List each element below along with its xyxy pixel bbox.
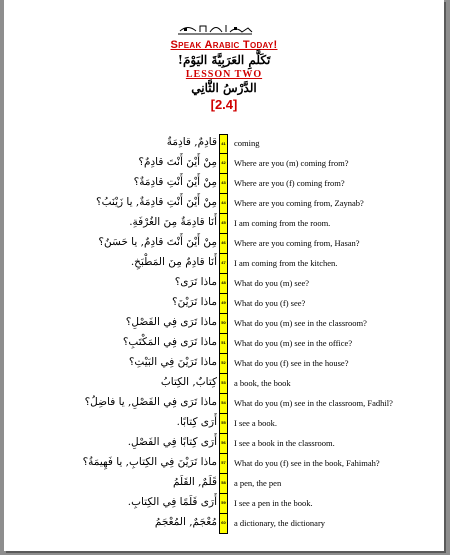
arabic-phrase: قادِمٌ, قادِمَةٌ — [166, 136, 217, 148]
arabic-phrase: ماذا تَرَى فِي المَكْتَبِ؟ — [122, 336, 217, 348]
arabic-phrase: أَرَى كِتابًا. — [176, 416, 217, 428]
list-item — [4, 514, 444, 534]
item-number: 58 — [219, 474, 228, 494]
list-item — [4, 254, 444, 274]
logo-emblem — [176, 22, 254, 37]
list-item — [4, 334, 444, 354]
list-item — [4, 134, 444, 154]
english-translation: I am coming from the room. — [234, 218, 331, 228]
title-english: Speak Arabic Today! — [170, 39, 278, 51]
item-number: 53 — [219, 374, 228, 394]
title-arabic: تَكَلَّمِ العَرَبِيَّةَ اليَوْمَ! — [177, 53, 271, 67]
english-translation: coming — [234, 138, 260, 148]
lesson-heading-english: LESSON TWO — [185, 69, 263, 80]
arabic-phrase: ماذا تَرَيْنَ فِي البَيْتِ؟ — [128, 356, 217, 368]
english-translation: I see a pen in the book. — [234, 498, 313, 508]
arabic-phrase: أَرَى كِتابًا فِي الفَصْلِ. — [127, 436, 217, 448]
english-translation: Where are you (f) coming from? — [234, 178, 345, 188]
english-translation: I see a book. — [234, 418, 277, 428]
list-item — [4, 494, 444, 514]
english-translation: I am coming from the kitchen. — [234, 258, 338, 268]
list-item — [4, 394, 444, 414]
english-translation: What do you (f) see in the house? — [234, 358, 349, 368]
item-number: 44 — [219, 194, 228, 214]
arabic-phrase: ماذا تَرَيْنَ؟ — [172, 296, 217, 308]
item-number: 50 — [219, 314, 228, 334]
lesson-heading-arabic: الدَّرْسُ الثَّانِي — [191, 81, 257, 95]
item-number: 47 — [219, 254, 228, 274]
english-translation: Where are you coming from, Zaynab? — [234, 198, 364, 208]
item-number: 49 — [219, 294, 228, 314]
list-item — [4, 454, 444, 474]
list-item — [4, 174, 444, 194]
item-number: 59 — [219, 494, 228, 514]
arabic-phrase: ماذا تَرَى فِي الفَصْلِ, يا فاضِلُ؟ — [84, 396, 217, 408]
english-translation: What do you (m) see in the classroom, Fadhil? — [234, 398, 393, 408]
arabic-phrase: ماذا تَرَى فِي الفَصْلِ؟ — [125, 316, 217, 328]
list-item — [4, 294, 444, 314]
list-item — [4, 234, 444, 254]
english-translation: Where are you (m) coming from? — [234, 158, 349, 168]
arabic-phrase: مِنْ أَيْنَ أَنْتِ قادِمَةٌ؟ — [133, 176, 217, 188]
arabic-phrase: كِتابٌ, الكِتابُ — [160, 376, 217, 388]
arabic-phrase: قَلَمٌ, القَلَمُ — [172, 476, 217, 488]
item-number: 48 — [219, 274, 228, 294]
english-translation: I see a book in the classroom. — [234, 438, 335, 448]
english-translation: a book, the book — [234, 378, 291, 388]
arabic-phrase: مُعْجَمٌ, المُعْجَمُ — [154, 516, 217, 528]
item-number: 45 — [219, 214, 228, 234]
item-number: 46 — [219, 234, 228, 254]
item-number: 55 — [219, 414, 228, 434]
list-item — [4, 214, 444, 234]
list-item — [4, 414, 444, 434]
english-translation: What do you (f) see in the book, Fahimah? — [234, 458, 380, 468]
item-number: 51 — [219, 334, 228, 354]
arabic-phrase: أَنَا قادِمَةٌ مِنَ الغُرْفَةِ. — [129, 216, 217, 228]
english-translation: a pen, the pen — [234, 478, 282, 488]
item-number: 41 — [219, 134, 228, 154]
item-number: 56 — [219, 434, 228, 454]
arabic-phrase: ماذا تَرَيْنَ فِي الكِتابِ, يا فَهِيمَةُ؟ — [82, 456, 217, 468]
item-number: 52 — [219, 354, 228, 374]
list-item — [4, 314, 444, 334]
list-item — [4, 434, 444, 454]
arabic-phrase: مِنْ أَيْنَ أَنْتَ قادِمٌ؟ — [138, 156, 217, 168]
item-number: 57 — [219, 454, 228, 474]
list-item — [4, 274, 444, 294]
arabic-phrase: ماذا تَرَى؟ — [174, 276, 217, 288]
vocabulary-list — [4, 134, 444, 534]
list-item — [4, 374, 444, 394]
list-item — [4, 154, 444, 174]
list-item — [4, 354, 444, 374]
item-number: 42 — [219, 154, 228, 174]
section-code: [2.4] — [210, 97, 238, 112]
item-number: 54 — [219, 394, 228, 414]
item-number: 43 — [219, 174, 228, 194]
arabic-phrase: أَرَى قَلَمًا فِي الكِتابِ. — [127, 496, 217, 508]
arabic-phrase: أَنَا قادِمٌ مِنَ المَطْبَخِ. — [130, 256, 217, 268]
arabic-phrase: مِنْ أَيْنَ أَنْتِ قادِمَةٌ, يا زَيْنَبُ؟ — [96, 196, 217, 208]
list-item — [4, 194, 444, 214]
document-page — [4, 0, 444, 551]
english-translation: What do you (m) see? — [234, 278, 310, 288]
english-translation: a dictionary, the dictionary — [234, 518, 326, 528]
item-number: 60 — [219, 514, 228, 534]
list-item — [4, 474, 444, 494]
arabic-phrase: مِنْ أَيْنَ أَنْتَ قادِمٌ, يا حَسَنُ؟ — [98, 236, 217, 248]
english-translation: Where are you coming from, Hasan? — [234, 238, 360, 248]
english-translation: What do you (f) see? — [234, 298, 306, 308]
english-translation: What do you (m) see in the classroom? — [234, 318, 367, 328]
english-translation: What do you (m) see in the office? — [234, 338, 353, 348]
